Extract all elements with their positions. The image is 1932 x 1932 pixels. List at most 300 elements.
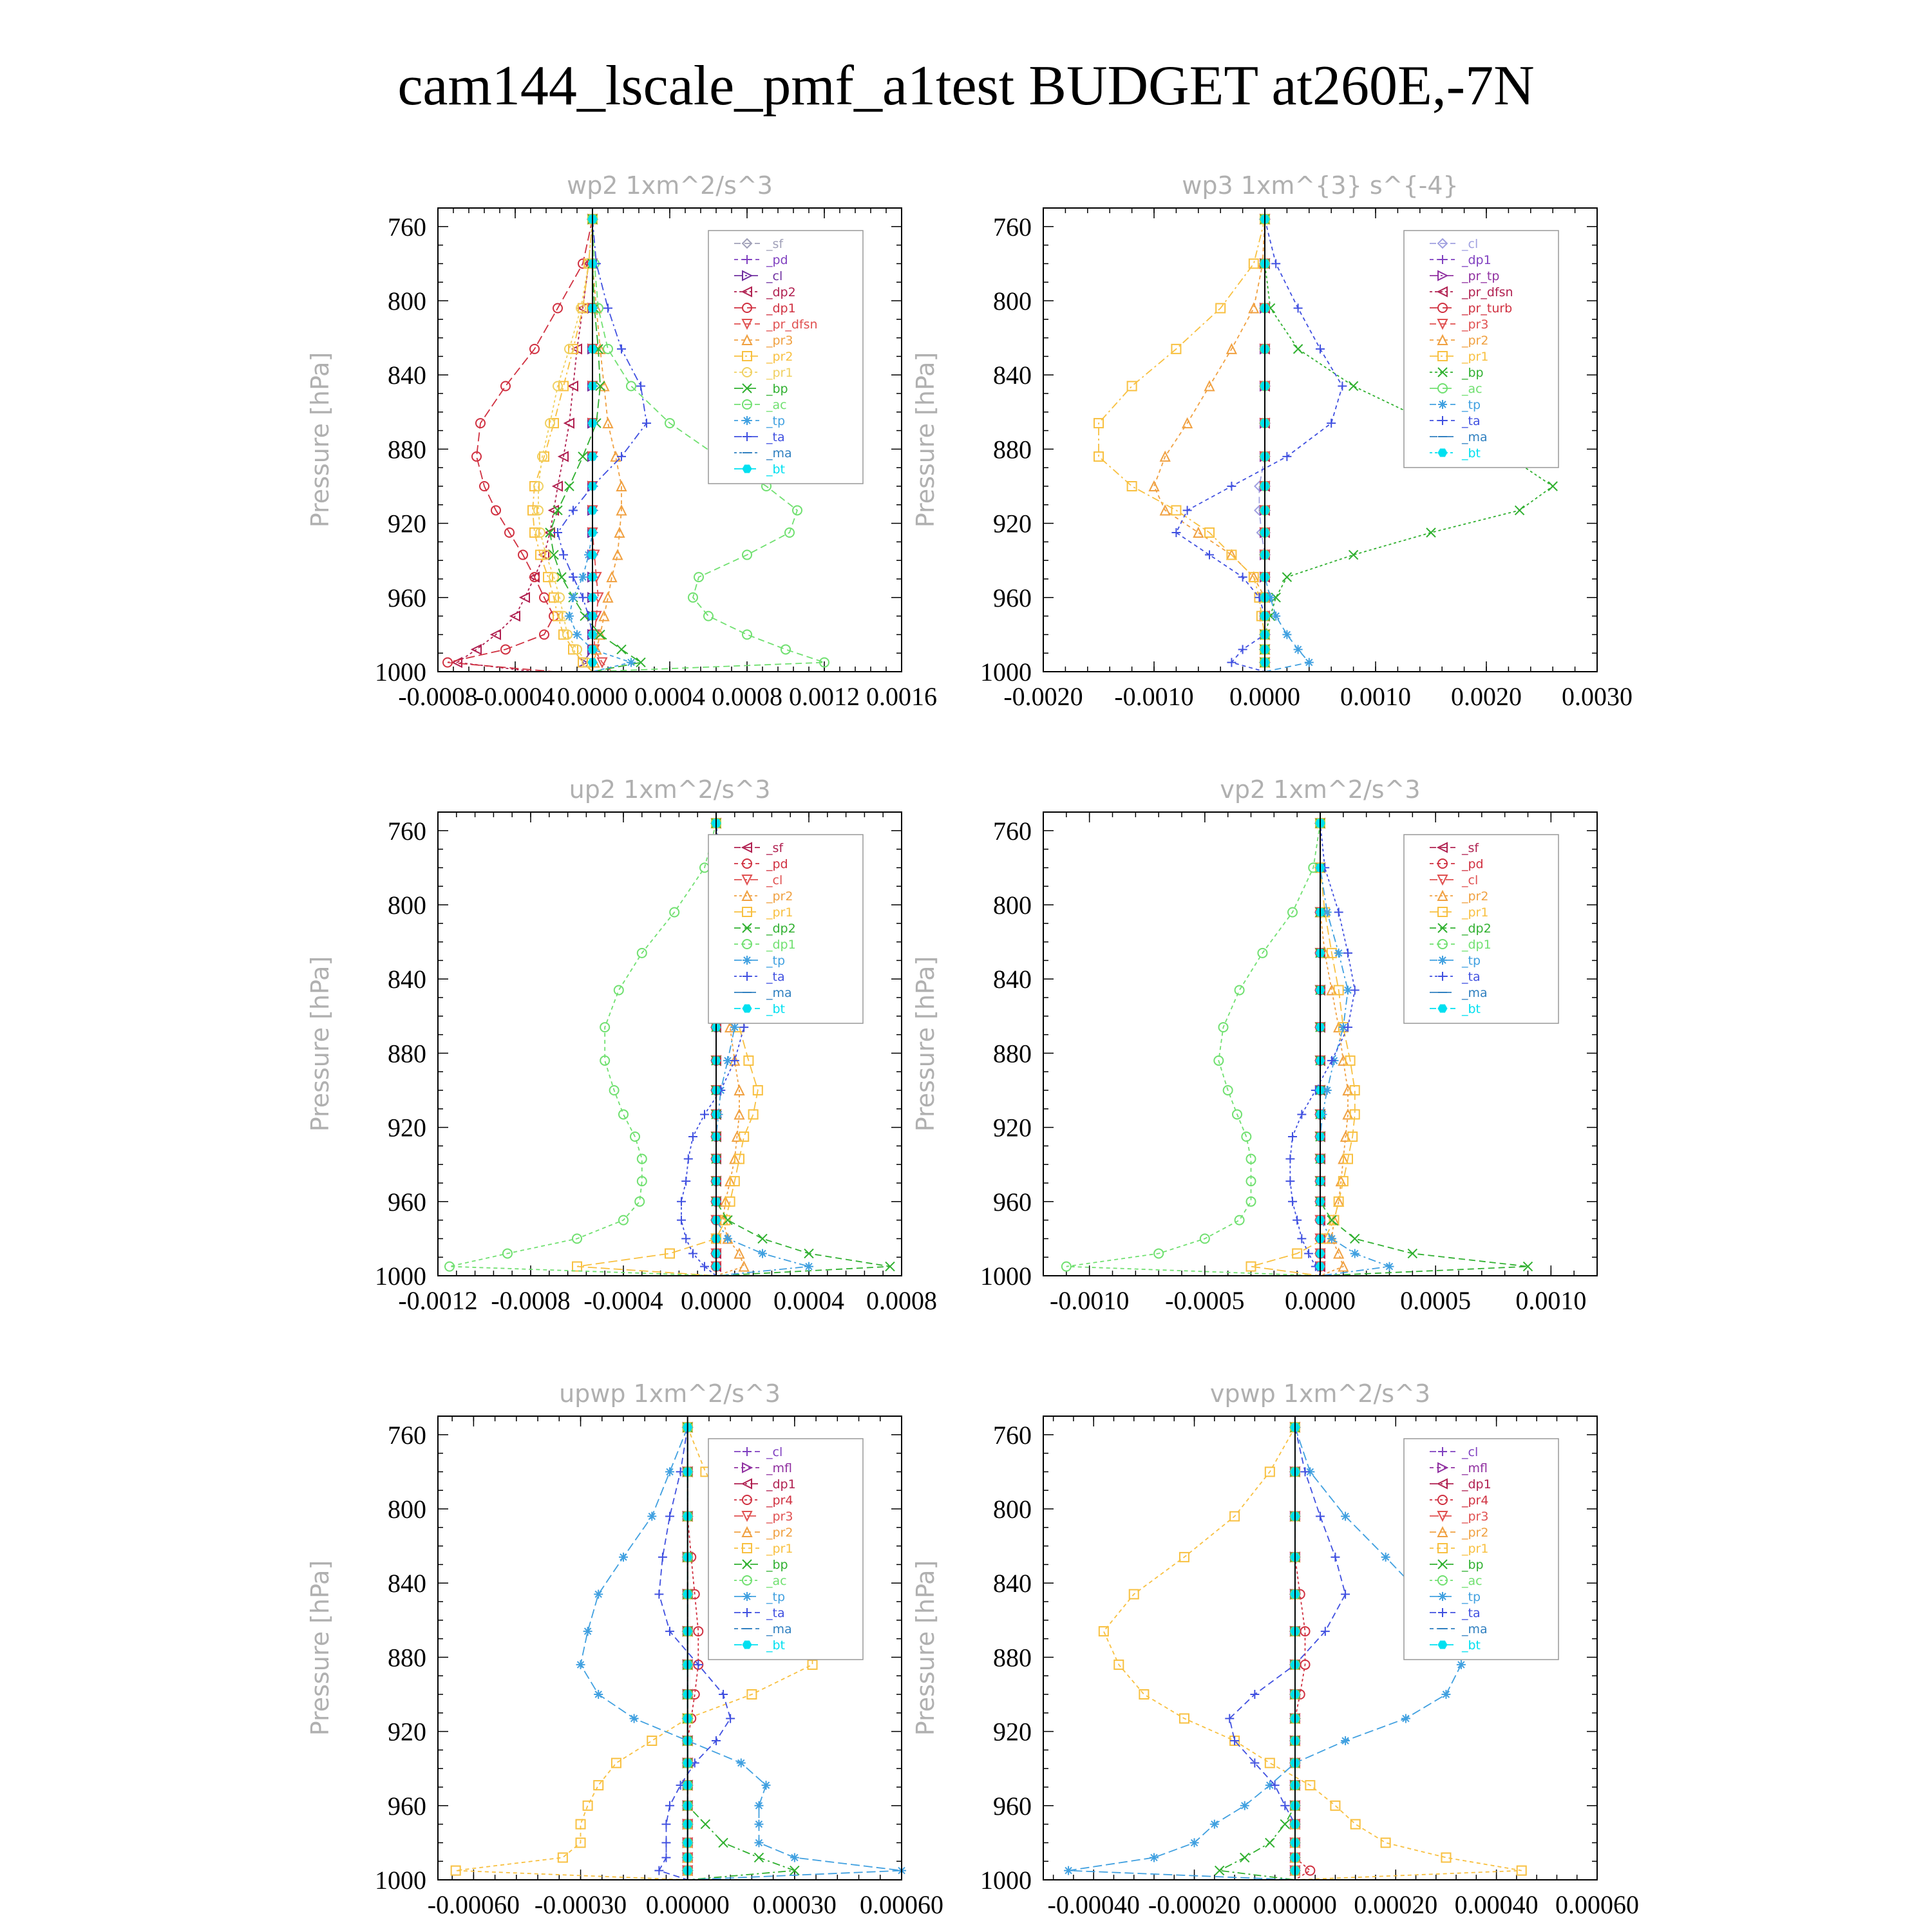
legend-label: _pd [766,857,788,871]
x-tick-label: -0.0010 [1050,1286,1130,1315]
series-line [1068,1427,1461,1880]
legend-label: _tp [766,954,786,968]
data-point [681,1177,690,1186]
data-point [1288,1132,1297,1141]
data-point [1265,1759,1274,1768]
data-point [559,551,568,560]
legend-label: _dp2 [1462,922,1492,936]
legend-label: _ta [1462,970,1481,984]
y-tick-label: 840 [388,1569,426,1598]
y-tick-label: 880 [388,435,426,464]
y-tick-label: 880 [993,435,1032,464]
data-point [700,1110,709,1119]
y-tick-label: 920 [993,509,1032,538]
data-point [614,985,623,994]
data-point [603,593,612,602]
legend-marker [743,416,752,425]
y-tick-label: 960 [388,1791,426,1821]
legend-label: _dp2 [766,922,796,936]
figure-title: cam144_lscale_pmf_a1test BUDGET at260E,-7N [397,55,1535,117]
data-point [472,645,481,654]
data-point [1515,506,1524,515]
data-point [1171,528,1180,537]
data-point [1249,304,1258,313]
legend-label: _bp [1462,1558,1484,1572]
chart-panel [911,775,1597,1315]
legend-label: _tp [1462,1590,1481,1604]
legend-label: _pr_dfsn [1462,285,1513,299]
x-tick-label: -0.0005 [1165,1286,1245,1315]
data-point [704,612,713,621]
data-point [1240,1853,1249,1862]
data-point [1285,1177,1294,1186]
x-tick-label: 0.0010 [1340,682,1411,711]
data-point [647,1736,656,1745]
panel-title: upwp 1xm^2/s^3 [559,1379,781,1408]
legend-label: _pr1 [1462,905,1489,920]
chart-panel [911,171,1633,711]
series-line [1295,1427,1311,1880]
legend-label: _pr2 [766,350,793,364]
data-point [627,658,636,667]
series-line [558,219,647,672]
data-point [1194,528,1203,537]
chart-panel [911,1379,1639,1919]
data-point [1238,573,1247,582]
data-point [1341,1736,1350,1745]
legend-label: _ta [1462,414,1481,428]
x-tick-label: 0.0000 [1285,1286,1356,1315]
data-point [1139,1690,1148,1699]
y-tick-label: 760 [993,1420,1032,1450]
legend-label: _cl [1462,873,1479,887]
x-tick-label: 0.00030 [752,1890,837,1919]
data-point [701,1820,710,1829]
data-point [700,1262,709,1271]
y-tick-label: 880 [993,1643,1032,1672]
data-point [1441,1690,1450,1699]
legend-label: _pr3 [766,1510,793,1524]
series-line [1251,823,1355,1276]
x-tick-label: 0.00060 [1555,1890,1639,1919]
data-point [1334,908,1343,917]
data-point [573,630,582,639]
data-point [1349,381,1358,390]
legend-label: _pr1 [766,905,793,920]
data-point [603,419,612,428]
y-tick-label: 840 [993,965,1032,994]
legend-label: _pr2 [1462,1526,1489,1540]
chart-panel [306,171,937,711]
legend-label: _pd [1462,857,1484,871]
legend-label: _dp1 [766,1477,796,1492]
legend-label: _ma [766,1622,792,1636]
legend-label: _bp [766,1558,788,1572]
legend-label: _bt [766,1002,786,1016]
data-point [1293,1216,1302,1225]
legend-label: _ac [1462,1574,1482,1588]
data-point [501,381,510,390]
y-tick-label: 840 [388,965,426,994]
data-point [1227,482,1236,491]
data-point [1305,1866,1314,1875]
legend-label: _pr3 [766,334,793,348]
data-point [1238,645,1247,654]
data-point [1265,1838,1274,1847]
series-line [1220,1427,1295,1880]
data-point [1316,1512,1325,1521]
x-tick-label: -0.0010 [1114,682,1194,711]
series-line [1066,823,1320,1276]
data-point [1349,551,1358,560]
y-tick-label: 1000 [980,1262,1032,1291]
data-point [677,1216,686,1225]
data-point [1282,573,1291,582]
data-point [576,1660,585,1669]
data-point [520,593,529,602]
legend-label: _bt [1462,1002,1481,1016]
data-point [613,551,622,560]
y-tick-label: 760 [388,212,426,242]
data-point [804,1249,813,1258]
x-tick-label: 0.0010 [1515,1286,1587,1315]
y-tick-label: 920 [993,1113,1032,1142]
legend-label: _mfl [1462,1461,1488,1475]
series-line [1229,1427,1345,1880]
legend-marker [743,1592,752,1601]
legend-label: _pr1 [766,1542,793,1556]
data-point [1343,949,1352,958]
data-point [712,1736,721,1745]
data-point [1227,658,1236,667]
y-tick-label: 880 [993,1039,1032,1068]
data-point [1341,1512,1350,1521]
data-point [1327,1234,1336,1243]
data-point [1341,1589,1350,1598]
data-point [654,1866,663,1875]
x-tick-label: 0.0016 [866,682,937,711]
data-point [1297,1234,1306,1243]
panel-title: vpwp 1xm^2/s^3 [1209,1379,1431,1408]
y-tick-label: 760 [388,1420,426,1450]
y-tick-label: 1000 [375,1866,426,1895]
data-point [658,1553,667,1562]
x-tick-label: 0.00000 [645,1890,730,1919]
y-tick-label: 960 [388,1187,426,1217]
y-tick-label: 800 [388,891,426,920]
legend-label: _dp1 [766,301,796,316]
data-point [1457,1660,1466,1669]
y-tick-label: 880 [388,1039,426,1068]
data-point [1235,1216,1244,1225]
data-point [726,1714,735,1723]
data-point [1294,345,1303,354]
data-point [600,612,609,621]
x-tick-label: -0.0004 [475,682,555,711]
data-point [661,1820,670,1829]
y-tick-label: 960 [388,583,426,612]
legend-label: _ta [1462,1606,1481,1620]
legend-label: _ac [1462,382,1482,396]
legend-label: _ma [766,446,792,460]
legend-label: _tp [766,414,786,428]
data-point [1305,658,1314,667]
x-tick-label: 0.0012 [789,682,860,711]
data-point [1280,1820,1289,1829]
x-tick-label: 0.0008 [866,1286,937,1315]
series-line [448,219,592,672]
data-point [1210,1820,1219,1829]
legend-label: _pd [766,253,788,267]
data-point [1336,1177,1345,1186]
y-tick-label: 880 [388,1643,426,1672]
y-tick-label: 760 [993,816,1032,846]
data-point [723,1216,732,1225]
data-point [1205,551,1214,560]
data-point [743,630,752,639]
data-point [617,345,626,354]
data-point [1350,1234,1359,1243]
legend-label: _dp1 [1462,253,1492,267]
legend-label: _bt [1462,446,1481,460]
legend-label: _tp [1462,398,1481,412]
panel-title: wp3 1xm^{3} s^{-4} [1182,171,1459,200]
x-tick-label: 0.0000 [1229,682,1300,711]
data-point [1235,985,1244,994]
y-axis-label: Pressure [hPa] [306,956,334,1132]
x-tick-label: -0.0004 [583,1286,663,1315]
legend-label: _tp [1462,954,1481,968]
y-tick-label: 960 [993,583,1032,612]
data-point [1285,1155,1294,1164]
y-tick-label: 1000 [980,658,1032,687]
y-axis-label: Pressure [hPa] [911,1560,940,1736]
data-point [642,419,651,428]
y-axis-label: Pressure [hPa] [911,352,940,528]
y-tick-label: 840 [388,361,426,390]
y-tick-label: 800 [388,287,426,316]
legend-label: _pr4 [1462,1493,1489,1508]
y-tick-label: 960 [993,1187,1032,1217]
y-tick-label: 760 [388,816,426,846]
data-point [781,645,790,654]
data-point [636,381,645,390]
data-point [603,345,612,354]
data-point [1327,419,1336,428]
legend-label: _ac [766,398,787,412]
data-point [617,645,626,654]
data-point [684,1155,693,1164]
data-point [627,381,636,390]
data-point [762,1781,771,1790]
data-point [749,1110,758,1119]
data-point [1343,1110,1352,1119]
x-tick-label: 0.0005 [1400,1286,1472,1315]
x-tick-label: 0.0000 [557,682,628,711]
data-point [1150,1853,1159,1862]
data-point [1343,1023,1352,1032]
y-tick-label: 920 [993,1717,1032,1747]
data-point [677,1197,686,1206]
data-point [1401,1714,1410,1723]
panel-title: wp2 1xm^2/s^3 [567,171,773,200]
series-line [569,219,631,672]
legend-label: _sf [1462,841,1479,855]
data-point [1150,482,1159,491]
data-point [1294,645,1303,654]
legend-label: _ma [766,986,792,1000]
legend-label: _ta [766,430,785,444]
y-tick-label: 840 [993,1569,1032,1598]
y-tick-label: 920 [388,1717,426,1747]
y-tick-label: 800 [993,1495,1032,1524]
data-point [1381,1553,1390,1562]
x-tick-label: 0.0004 [634,682,705,711]
legend-label: _cl [1462,237,1479,251]
data-point [739,1262,748,1271]
data-point [661,1853,670,1862]
data-point [1271,259,1280,268]
data-point [1327,1056,1336,1065]
data-point [754,1838,763,1847]
y-tick-label: 800 [993,891,1032,920]
data-point [594,1690,603,1699]
chart-panel [306,775,937,1315]
data-point [565,482,574,491]
legend-label: _ma [1462,1622,1488,1636]
data-point [1190,1838,1199,1847]
data-point [1426,528,1435,537]
data-point [1294,304,1303,313]
data-point [1408,1249,1417,1258]
data-point [661,1838,670,1847]
x-tick-label: -0.00020 [1148,1890,1241,1919]
y-tick-label: 1000 [375,1262,426,1291]
x-tick-label: -0.00060 [427,1890,520,1919]
y-tick-label: 760 [993,212,1032,242]
legend-label: _pr2 [1462,334,1489,348]
data-point [730,1023,739,1032]
legend-label: _pr1 [766,366,793,380]
data-point [737,1759,746,1768]
legend-label: _pr_turb [1462,301,1513,316]
data-point [1350,985,1359,994]
x-tick-label: 0.00000 [1253,1890,1337,1919]
legend-marker [743,1641,752,1649]
y-axis-label: Pressure [hPa] [911,956,940,1132]
data-point [754,1820,763,1829]
legend-marker [1438,1005,1447,1012]
legend-label: _bp [1462,366,1484,380]
y-tick-label: 1000 [980,1866,1032,1895]
legend-label: _ma [1462,986,1488,1000]
y-tick-label: 800 [388,1495,426,1524]
data-point [1240,1801,1249,1810]
legend-label: _sf [766,237,784,251]
legend-marker [1438,400,1447,409]
x-tick-label: 0.0004 [773,1286,844,1315]
data-point [723,1234,732,1243]
data-point [1280,1801,1289,1810]
legend-label: _pr3 [1462,317,1489,332]
data-point [1350,1249,1359,1258]
data-point [739,1023,748,1032]
y-axis-label: Pressure [hPa] [306,1560,334,1736]
data-point [619,1553,628,1562]
y-axis-label: Pressure [hPa] [306,352,334,528]
y-tick-label: 960 [993,1791,1032,1821]
legend-label: _pr4 [766,1493,793,1508]
data-point [1301,1467,1310,1476]
y-tick-label: 920 [388,1113,426,1142]
data-point [1064,1866,1073,1875]
data-point [688,1132,697,1141]
y-tick-label: 840 [993,361,1032,390]
data-point [1331,1553,1340,1562]
data-point [565,612,574,621]
y-tick-label: 920 [388,509,426,538]
data-point [681,1234,690,1243]
legend-label: _cl [766,269,783,283]
legend-label: _ta [766,970,785,984]
x-tick-label: -0.0020 [1003,682,1083,711]
data-point [1548,482,1557,491]
data-point [754,1801,763,1810]
data-point [636,658,645,667]
legend-label: _dp1 [766,938,796,952]
data-point [569,573,578,582]
data-point [1381,1838,1390,1847]
data-point [583,1627,592,1636]
legend-label: _bp [766,382,788,396]
legend-label: _dp1 [1462,938,1492,952]
data-point [758,1234,767,1243]
data-point [578,452,587,461]
legend-label: _pr2 [1462,889,1489,904]
legend-label: _bt [766,1638,786,1653]
chart-panel [306,1379,943,1919]
series-line [1320,823,1390,1276]
legend-label: _pr1 [1462,350,1489,364]
y-tick-label: 1000 [375,658,426,687]
x-tick-label: -0.0008 [398,682,478,711]
legend-marker [743,956,752,965]
data-point [569,593,578,602]
data-point [1249,259,1258,268]
legend-label: _ac [766,1574,787,1588]
legend-marker [1438,449,1447,457]
data-point [754,1853,763,1862]
legend-marker [743,1005,752,1012]
data-point [758,1249,767,1258]
data-point [804,1262,813,1271]
legend-label: _mfl [766,1461,792,1475]
data-point [583,1801,592,1810]
legend-label: _ma [1462,430,1488,444]
panel-title: vp2 1xm^2/s^3 [1220,775,1421,804]
series-line [450,823,716,1276]
data-point [1338,381,1347,390]
x-tick-label: 0.00020 [1354,1890,1438,1919]
legend-label: _cl [766,873,783,887]
legend-label: _dp2 [766,285,796,299]
data-point [1282,630,1291,639]
x-tick-label: 0.0030 [1562,682,1633,711]
x-tick-label: 0.0020 [1451,682,1522,711]
data-point [1288,1197,1297,1206]
data-point [594,1589,603,1598]
data-point [1183,506,1192,515]
